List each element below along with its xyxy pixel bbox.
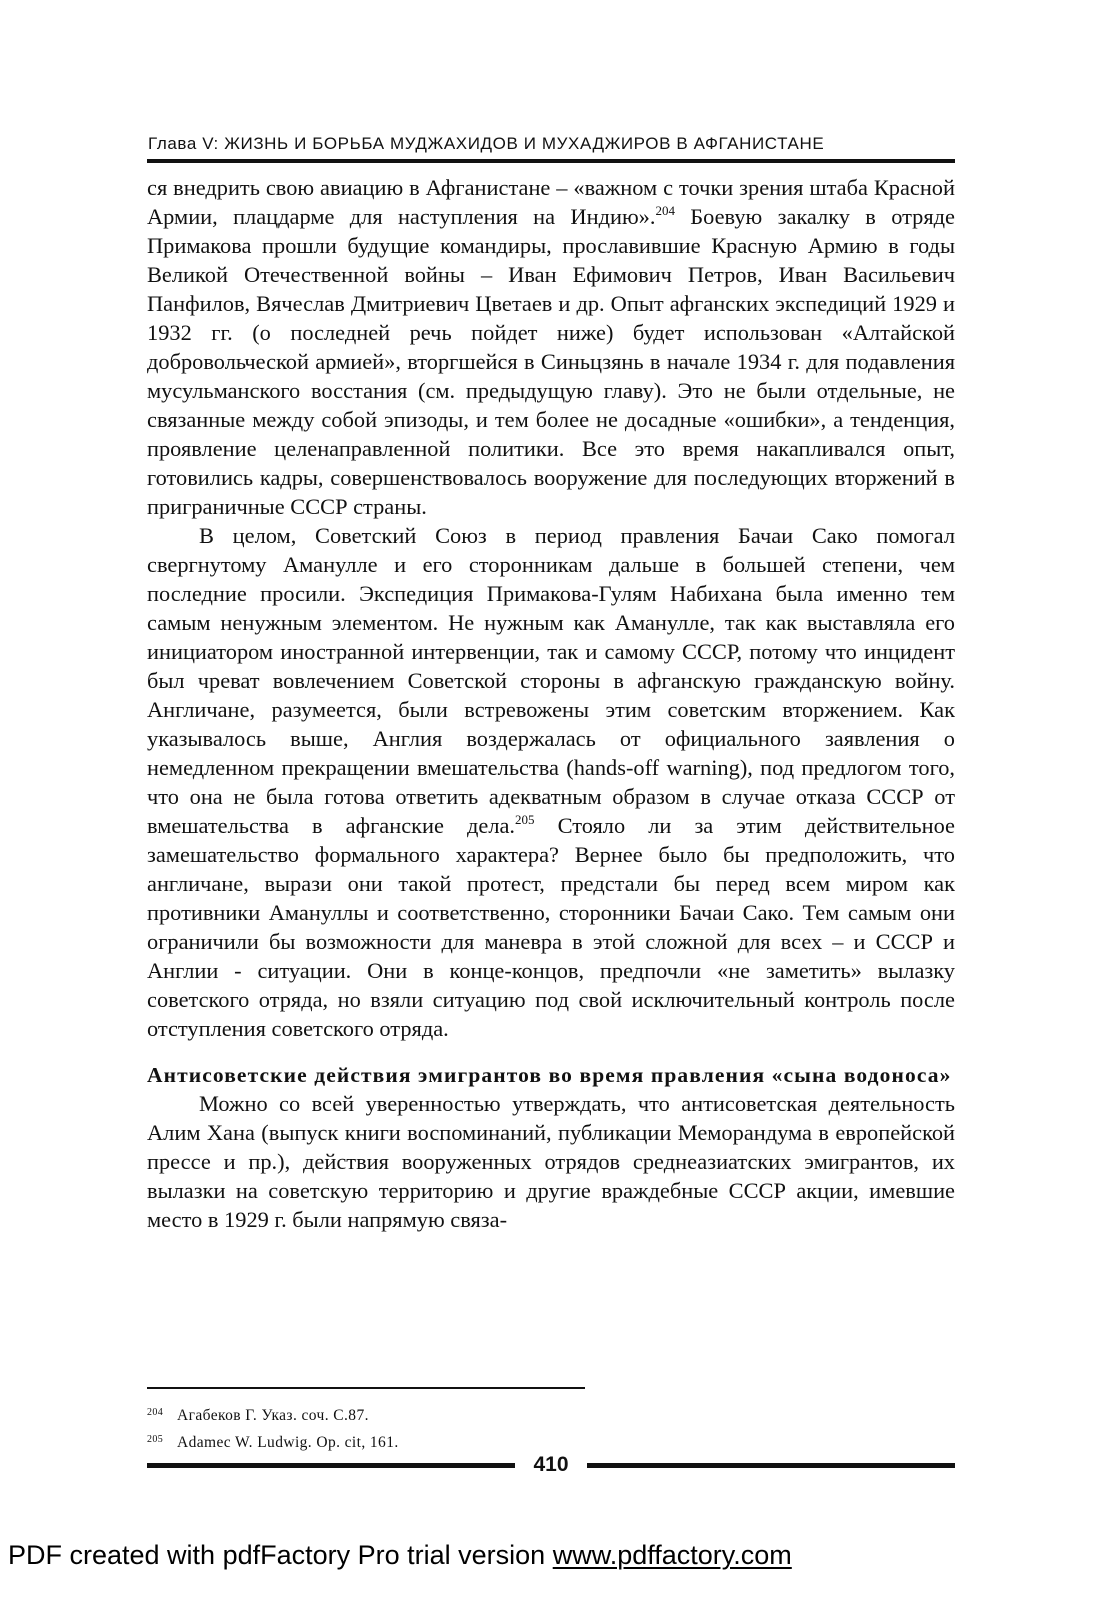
pdf-banner-text: PDF created with pdfFactory Pro trial version [8,1540,553,1570]
page-number-rule-right [587,1463,955,1468]
page-number-bar [147,1451,955,1479]
paragraph-3: Можно со всей уверенностью утверждать, что антисоветская деятельность Алим Хана (выпуск книги воспоминаний, публикации Меморандума в европейской прессе и пр.), действия вооруженных отрядов среднеазиатских эмигрантов, их вылазки на советскую территорию и другие враждебные СССР акции, имевшие место в 1929 г. были напрямую связа- [147,1091,955,1232]
pdf-watermark-banner [8,1540,792,1571]
footnote-rule [147,1387,585,1389]
footnotes [147,1401,847,1455]
page-number: 410 [533,1453,569,1476]
paragraph-2-part-b: Стояло ли за этим действительное замешательство формального характера? Вернее было бы предположить, что англичане, вырази они такой протест, предстали бы перед всем миром как противники Амануллы и соответственно, сторонники Бачаи Сако. Тем самым они ограничили бы возможности для маневра в этой сложной для всех – и СССР и Англии - ситуации. Они в конце-концов, предпочли «не заметить» вылазку советского отряда, но взяли ситуацию под свой исключительный контроль после отступления советского отряда. [147,813,955,1041]
footnote-number: 204 [147,1407,164,1418]
paragraph-1-part-a: ся внедрить свою авиацию в Афганистане – «важном с точки зрения штаба Красной Армии, плацдарме для наступления на Индию». [147,175,955,229]
footnote-ref-204[interactable]: 204 [655,203,675,218]
section-heading: Антисоветские действия эмигрантов во время правления «сына водоноса» [147,1063,952,1087]
footnote-text: Adamec W. Ludwig. Op. cit, 161. [177,1434,399,1451]
page-number-rule-left [147,1463,515,1468]
footnote-number: 205 [147,1434,164,1445]
footnote-text: Агабеков Г. Указ. соч. С.87. [177,1407,369,1424]
header-rule [147,159,955,163]
footnote-204 [147,1401,847,1428]
running-header: Глава V: ЖИЗНЬ И БОРЬБА МУДЖАХИДОВ И МУХАДЖИРОВ В АФГАНИСТАНЕ [148,134,825,153]
body-text [147,173,955,1234]
paragraph-1 [147,173,955,521]
paragraph-2 [147,521,955,1043]
paragraph-1-part-b: Боевую закалку в отряде Примакова прошли будущие командиры, прославившие Красную Армию в годы Великой Отечественной войны – Иван Ефимович Петров, Иван Васильевич Панфилов, Вячеслав Дмитриевич Цветаев и др. Опыт афганских экспедиций 1929 и 1932 гг. (о последней речь пойдет ниже) будет использован «Алтайской добровольческой армией», вторгшейся в Синьцзянь в начале 1934 г. для подавления мусульманского восстания (см. предыдущую главу). Это не были отдельные, не связанные между собой эпизоды, и тем более не досадные «ошибки», а тенденция, проявление целенаправленной политики. Все это время накапливался опыт, готовились кадры, совершенствовалось вооружение для последующих вторжений в приграничные СССР страны. [147,204,955,519]
footnote-ref-205[interactable]: 205 [515,812,535,827]
pdffactory-link[interactable]: www.pdffactory.com [552,1540,792,1570]
paragraph-2-part-a: В целом, Советский Союз в период правления Бачаи Сако помогал свергнутому Аманулле и его сторонникам дальше в большей степени, чем последние просили. Экспедиция Примакова-Гулям Набихана была именно тем самым ненужным элементом. Не нужным как Аманулле, так как выставляла его инициатором иностранной интервенции, так и самому СССР, потому что инцидент был чреват вовлечением Советской стороны в афганскую гражданскую войну. Англичане, разумеется, были встревожены этим советским вторжением. Как указывалось выше, Англия воздержалась от официального заявления о немедленном прекращении вмешательства (hands-off warning), под предлогом того, что она не была готова ответить адекватным образом в случае отказа СССР от вмешательства в афганские дела. [147,523,955,838]
